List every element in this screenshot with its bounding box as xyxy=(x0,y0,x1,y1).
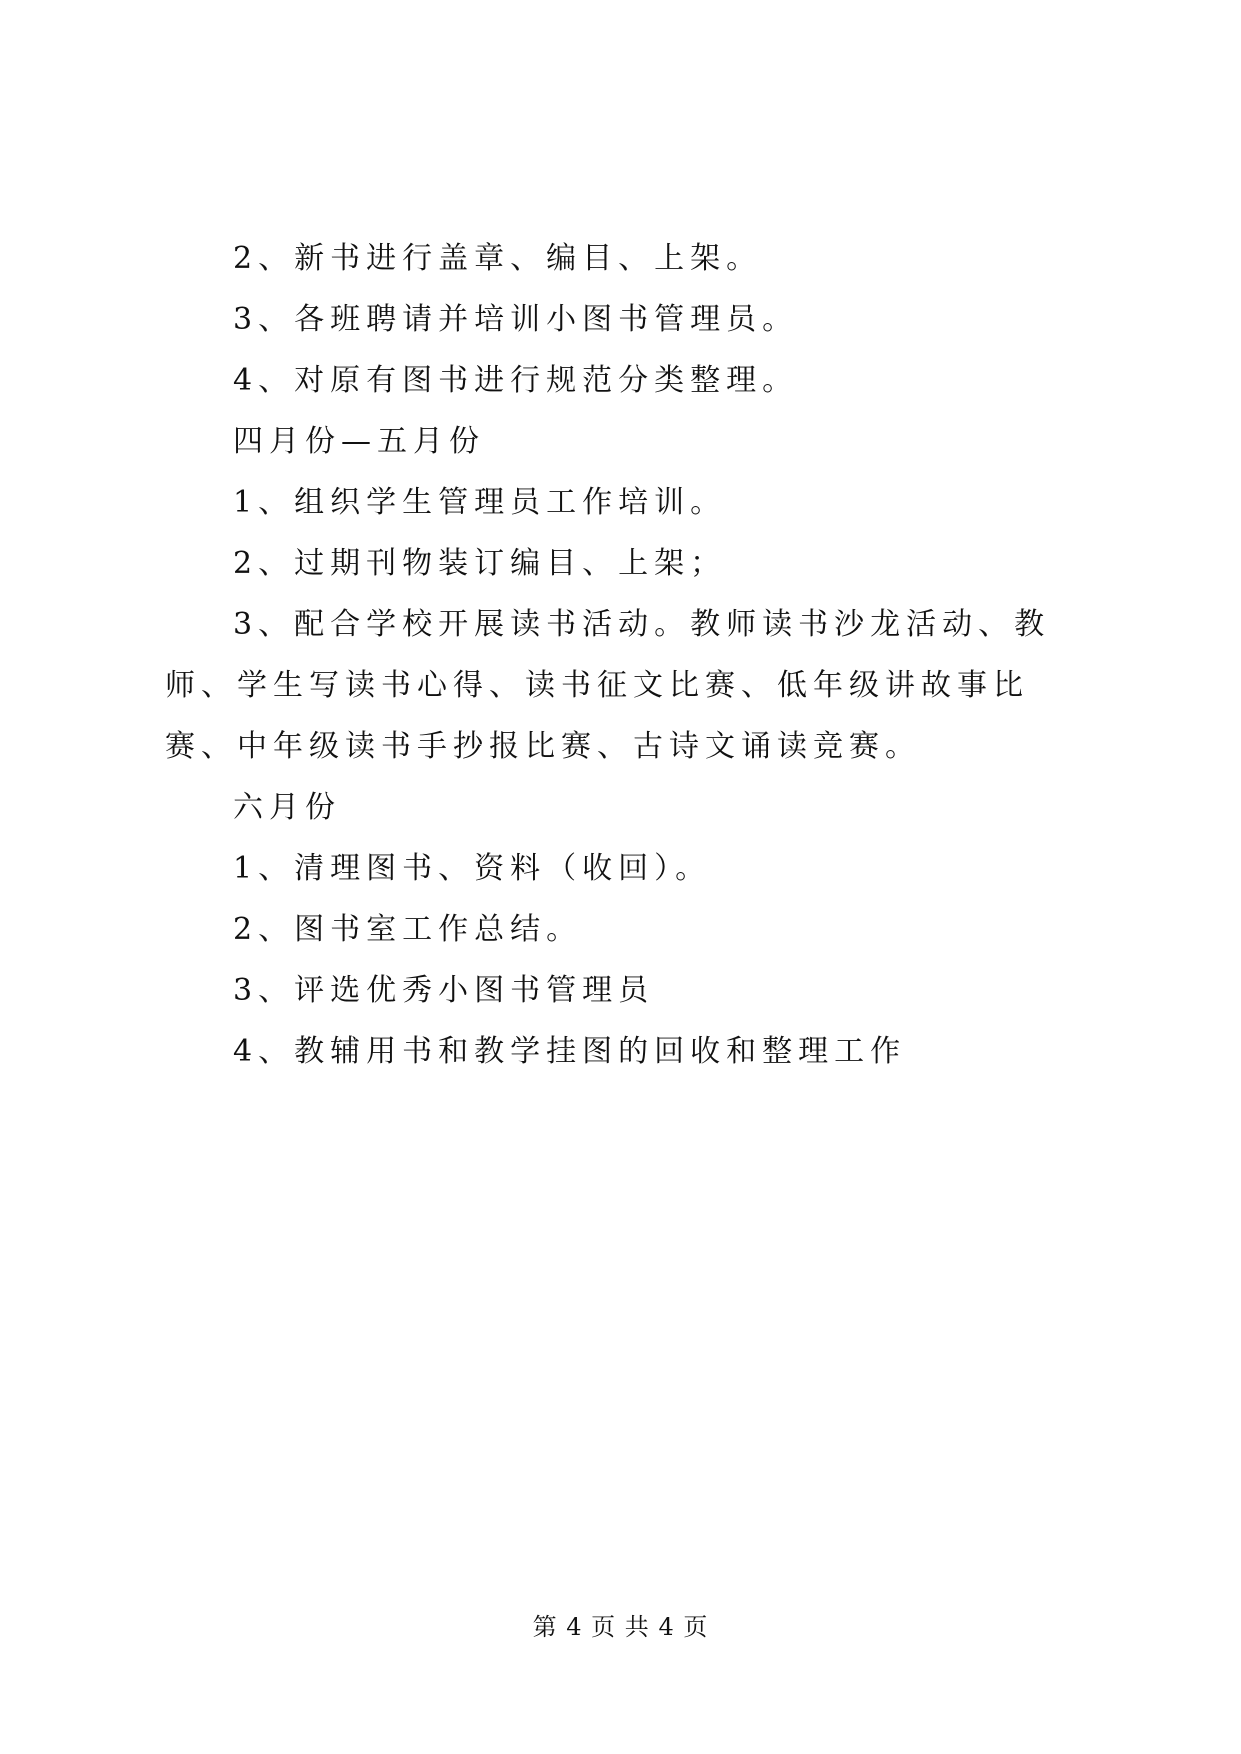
paragraph-new-books: 2、新书进行盖章、编目、上架。 xyxy=(233,241,763,276)
paragraph-clean-books: 1、清理图书、资料（收回）。 xyxy=(233,851,712,886)
page-footer: 第 4 页 共 4 页 xyxy=(532,1613,709,1641)
paragraph-organize-training: 1、组织学生管理员工作培训。 xyxy=(233,485,727,520)
paragraph-classify-books: 4、对原有图书进行规范分类整理。 xyxy=(233,363,799,398)
paragraph-select-librarians: 3、评选优秀小图书管理员 xyxy=(233,973,655,1008)
document-body xyxy=(165,228,1095,1082)
section-heading-june: 六月份 xyxy=(233,790,341,825)
paragraph-collect-materials: 4、教辅用书和教学挂图的回收和整理工作 xyxy=(233,1034,907,1069)
paragraph-work-summary: 2、图书室工作总结。 xyxy=(233,912,583,947)
paragraph-bind-periodicals: 2、过期刊物装订编目、上架； xyxy=(233,546,727,581)
paragraph-reading-activities: 3、配合学校开展读书活动。教师读书沙龙活动、教师、学生写读书心得、读书征文比赛、低年级讲故事比赛、中年级读书手抄报比赛、古诗文诵读竞赛。 xyxy=(165,607,1051,764)
paragraph-train-librarians: 3、各班聘请并培训小图书管理员。 xyxy=(233,302,799,337)
section-heading-april-may: 四月份—五月份 xyxy=(233,424,485,459)
